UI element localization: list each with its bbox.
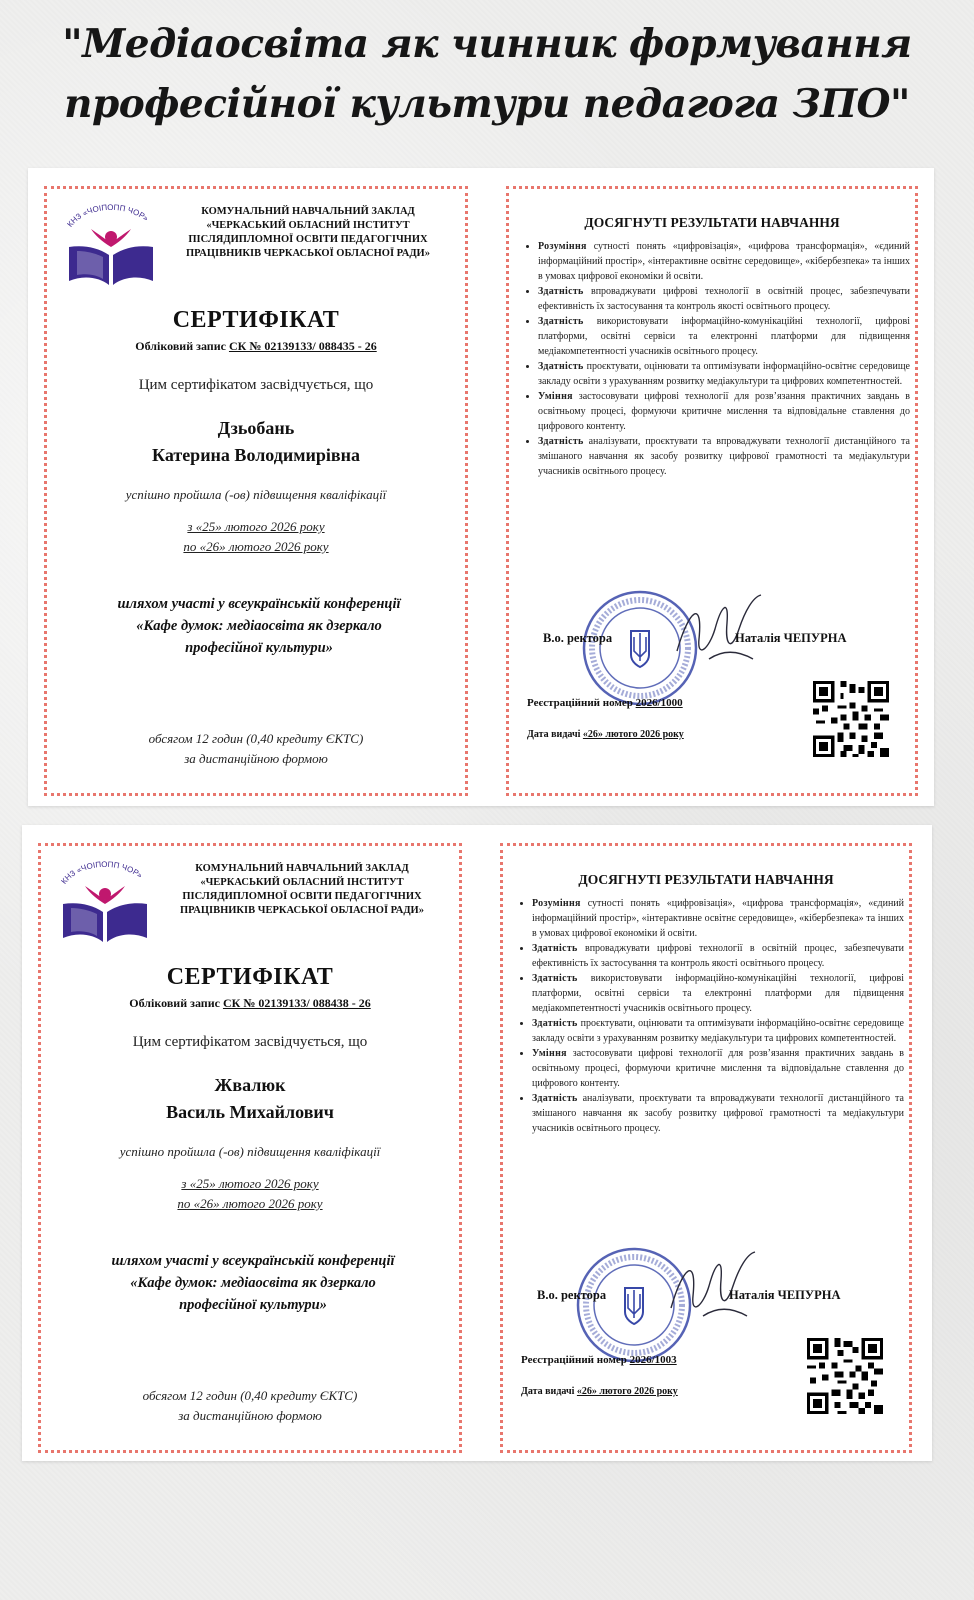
result-item: • Здатність проєктувати, оцінювати та оптимізувати інформаційно-освітнє середовище закладу освіти з урахуванням розвитку медіакультури та цифрових компетентностей. xyxy=(538,359,910,389)
institution-line: КОМУНАЛЬНИЙ НАВЧАЛЬНИЙ ЗАКЛАД xyxy=(195,863,409,874)
reg-label: Реєстраційний номер xyxy=(527,697,633,709)
result-item: • Розуміння сутності понять «цифровізація», «цифрова трансформація», «єдиний інформаційний простір», «інтерактивне освітнє середовище», «кібербезпека» та інших в умовах цифрової економіки й освіти. xyxy=(532,896,904,941)
page-title-line-2: професійної культури педагога ЗПО" xyxy=(64,81,910,127)
issue-date xyxy=(527,729,684,740)
certificate-back xyxy=(506,186,918,796)
certificate-back xyxy=(500,843,912,1453)
page-title-line-1: "Медіаосвіта як чинник формування xyxy=(62,21,912,67)
institute-logo-icon xyxy=(55,860,155,944)
volume-line: обсягом 12 годин (0,40 кредиту ЄКТС) xyxy=(142,1388,358,1403)
record-label: Обліковий запис xyxy=(135,339,226,353)
conference-text xyxy=(61,1250,445,1316)
volume-text xyxy=(47,729,465,769)
result-item: • Здатність аналізувати, проєктувати та впроваджувати технології дистанційного та змішаного навчання як засобу розвитку цифрової грамотності та медіакультури учасників освітнього процесу. xyxy=(538,434,910,479)
result-item: • Здатність впроваджувати цифрові технології в освітній процес, забезпечувати ефективність їх застосування та контроль якості освітнього процесу. xyxy=(538,284,910,314)
issue-date xyxy=(521,1386,678,1397)
institution-name xyxy=(171,205,445,261)
conference-line: професійної культури» xyxy=(185,640,333,656)
volume-line: обсягом 12 годин (0,40 кредиту ЄКТС) xyxy=(148,731,364,746)
recipient-surname: Дзьобань xyxy=(217,418,295,438)
passed-text: успішно пройшла (-ов) підвищення кваліфікації xyxy=(119,1144,381,1159)
svg-text:КНЗ «ЧОІПОПП ЧОР» xyxy=(59,860,144,886)
conference-text xyxy=(67,593,451,659)
training-dates xyxy=(47,517,465,557)
certificate-sheet-1 xyxy=(28,168,934,806)
registration-number xyxy=(527,697,683,709)
registration-number xyxy=(521,1354,677,1366)
signer-name: Наталія ЧЕПУРНА xyxy=(729,1288,841,1302)
reg-label: Реєстраційний номер xyxy=(521,1354,627,1366)
results-title: ДОСЯГНУТІ РЕЗУЛЬТАТИ НАВЧАННЯ xyxy=(584,215,840,230)
recipient-given-names: Катерина Володимирівна xyxy=(152,445,360,465)
result-item: • Уміння застосовувати цифрові технології для розв’язання практичних завдань в освітньому процесі, формуючи критичне мислення та відповідальне ставлення до цифрового контенту. xyxy=(532,1046,904,1091)
logo-text: КНЗ «ЧОІПОПП ЧОР» xyxy=(65,203,151,229)
reg-number: 2026/1000 xyxy=(635,697,683,709)
signer-role: В.о. ректора xyxy=(543,631,613,645)
result-item: • Здатність впроваджувати цифрові технології в освітній процес, забезпечувати ефективність їх застосування та контроль якості освітнього процесу. xyxy=(532,941,904,971)
certificate-title: СЕРТИФІКАТ xyxy=(166,964,334,990)
date-from: з «25» лютого 2026 року xyxy=(187,519,325,534)
institution-line: ПРАЦІВНИКІВ ЧЕРКАСЬКОЇ ОБЛАСНОЇ РАДИ» xyxy=(186,248,430,259)
conference-line: шляхом участі у всеукраїнській конференції xyxy=(111,1253,395,1269)
certificate-sheet-2 xyxy=(22,825,932,1461)
results-list xyxy=(525,239,910,479)
date-to: по «26» лютого 2026 року xyxy=(183,539,329,554)
recipient-surname: Жвалюк xyxy=(214,1075,286,1095)
result-item: • Здатність аналізувати, проєктувати та впроваджувати технології дистанційного та змішаного навчання як засобу розвитку цифрової грамотності та медіакультури учасників освітнього процесу. xyxy=(532,1091,904,1136)
signer-name: Наталія ЧЕПУРНА xyxy=(735,631,847,645)
result-item: • Уміння застосовувати цифрові технології для розв’язання практичних завдань в освітньому процесі, формуючи критичне мислення та відповідальне ставлення до цифрового контенту. xyxy=(538,389,910,434)
page-title xyxy=(0,14,974,134)
conference-line: шляхом участі у всеукраїнській конференції xyxy=(117,596,401,612)
institution-line: «ЧЕРКАСЬКИЙ ОБЛАСНИЙ ІНСТИТУТ xyxy=(206,220,410,231)
record-label: Обліковий запис xyxy=(129,996,220,1010)
institution-line: «ЧЕРКАСЬКИЙ ОБЛАСНИЙ ІНСТИТУТ xyxy=(200,877,404,888)
qr-code-icon[interactable] xyxy=(813,681,889,757)
form-line: за дистанційною формою xyxy=(178,1408,322,1423)
certificate-title: СЕРТИФІКАТ xyxy=(172,307,340,333)
training-dates xyxy=(41,1174,459,1214)
form-line: за дистанційною формою xyxy=(184,751,328,766)
signer-role: В.о. ректора xyxy=(537,1288,607,1302)
record-line xyxy=(47,339,465,354)
date-to: по «26» лютого 2026 року xyxy=(177,1196,323,1211)
conference-line: професійної культури» xyxy=(179,1297,327,1313)
certify-text: Цим сертифікатом засвідчується, що xyxy=(138,377,374,393)
issue-label: Дата видачі xyxy=(527,729,581,740)
result-item: • Здатність використовувати інформаційно-комунікаційні технології, цифрові платформи, освітні сервіси та електронні платформи для підвищення медіакомпетентності учасників освітнього процесу. xyxy=(532,971,904,1016)
record-line xyxy=(41,996,459,1011)
logo-text: КНЗ «ЧОІПОПП ЧОР» xyxy=(59,860,145,886)
recipient-name xyxy=(47,415,465,469)
institution-line: ПІСЛЯДИПЛОМНОЇ ОСВІТИ ПЕДАГОГІЧНИХ xyxy=(188,234,428,245)
institute-logo-icon xyxy=(61,203,161,287)
result-item: • Здатність проєктувати, оцінювати та оптимізувати інформаційно-освітнє середовище закладу освіти з урахуванням розвитку медіакультури та цифрових компетентностей. xyxy=(532,1016,904,1046)
recipient-name xyxy=(41,1072,459,1126)
recipient-given-names: Василь Михайлович xyxy=(166,1102,334,1122)
passed-text: успішно пройшла (-ов) підвищення кваліфікації xyxy=(125,487,387,502)
reg-number: 2026/1003 xyxy=(629,1354,677,1366)
svg-text:КНЗ «ЧОІПОПП ЧОР» xyxy=(65,203,150,229)
institution-line: ПІСЛЯДИПЛОМНОЇ ОСВІТИ ПЕДАГОГІЧНИХ xyxy=(182,891,422,902)
conference-line: «Кафе думок: медіаосвіта як дзеркало xyxy=(136,618,382,634)
record-number: СК № 02139133/ 088435 - 26 xyxy=(228,339,377,353)
result-item: • Розуміння сутності понять «цифровізація», «цифрова трансформація», «єдиний інформаційний простір», «інтерактивне освітнє середовище», «кібербезпека» та інших в умовах цифрової економіки й освіти. xyxy=(538,239,910,284)
institution-line: КОМУНАЛЬНИЙ НАВЧАЛЬНИЙ ЗАКЛАД xyxy=(201,206,415,217)
issue-date-value: «26» лютого 2026 року xyxy=(576,1386,678,1397)
volume-text xyxy=(41,1386,459,1426)
institution-name xyxy=(165,862,439,918)
certificate-front xyxy=(38,843,462,1453)
certify-text: Цим сертифікатом засвідчується, що xyxy=(132,1034,368,1050)
date-from: з «25» лютого 2026 року xyxy=(181,1176,319,1191)
issue-label: Дата видачі xyxy=(521,1386,575,1397)
conference-line: «Кафе думок: медіаосвіта як дзеркало xyxy=(130,1275,376,1291)
qr-code-icon[interactable] xyxy=(807,1338,883,1414)
results-list xyxy=(519,896,904,1136)
result-item: • Здатність використовувати інформаційно-комунікаційні технології, цифрові платформи, освітні сервіси та електронні платформи для підвищення медіакомпетентності учасників освітнього процесу. xyxy=(538,314,910,359)
issue-date-value: «26» лютого 2026 року xyxy=(582,729,684,740)
certificate-front xyxy=(44,186,468,796)
results-title: ДОСЯГНУТІ РЕЗУЛЬТАТИ НАВЧАННЯ xyxy=(578,872,834,887)
record-number: СК № 02139133/ 088438 - 26 xyxy=(222,996,371,1010)
institution-line: ПРАЦІВНИКІВ ЧЕРКАСЬКОЇ ОБЛАСНОЇ РАДИ» xyxy=(180,905,424,916)
